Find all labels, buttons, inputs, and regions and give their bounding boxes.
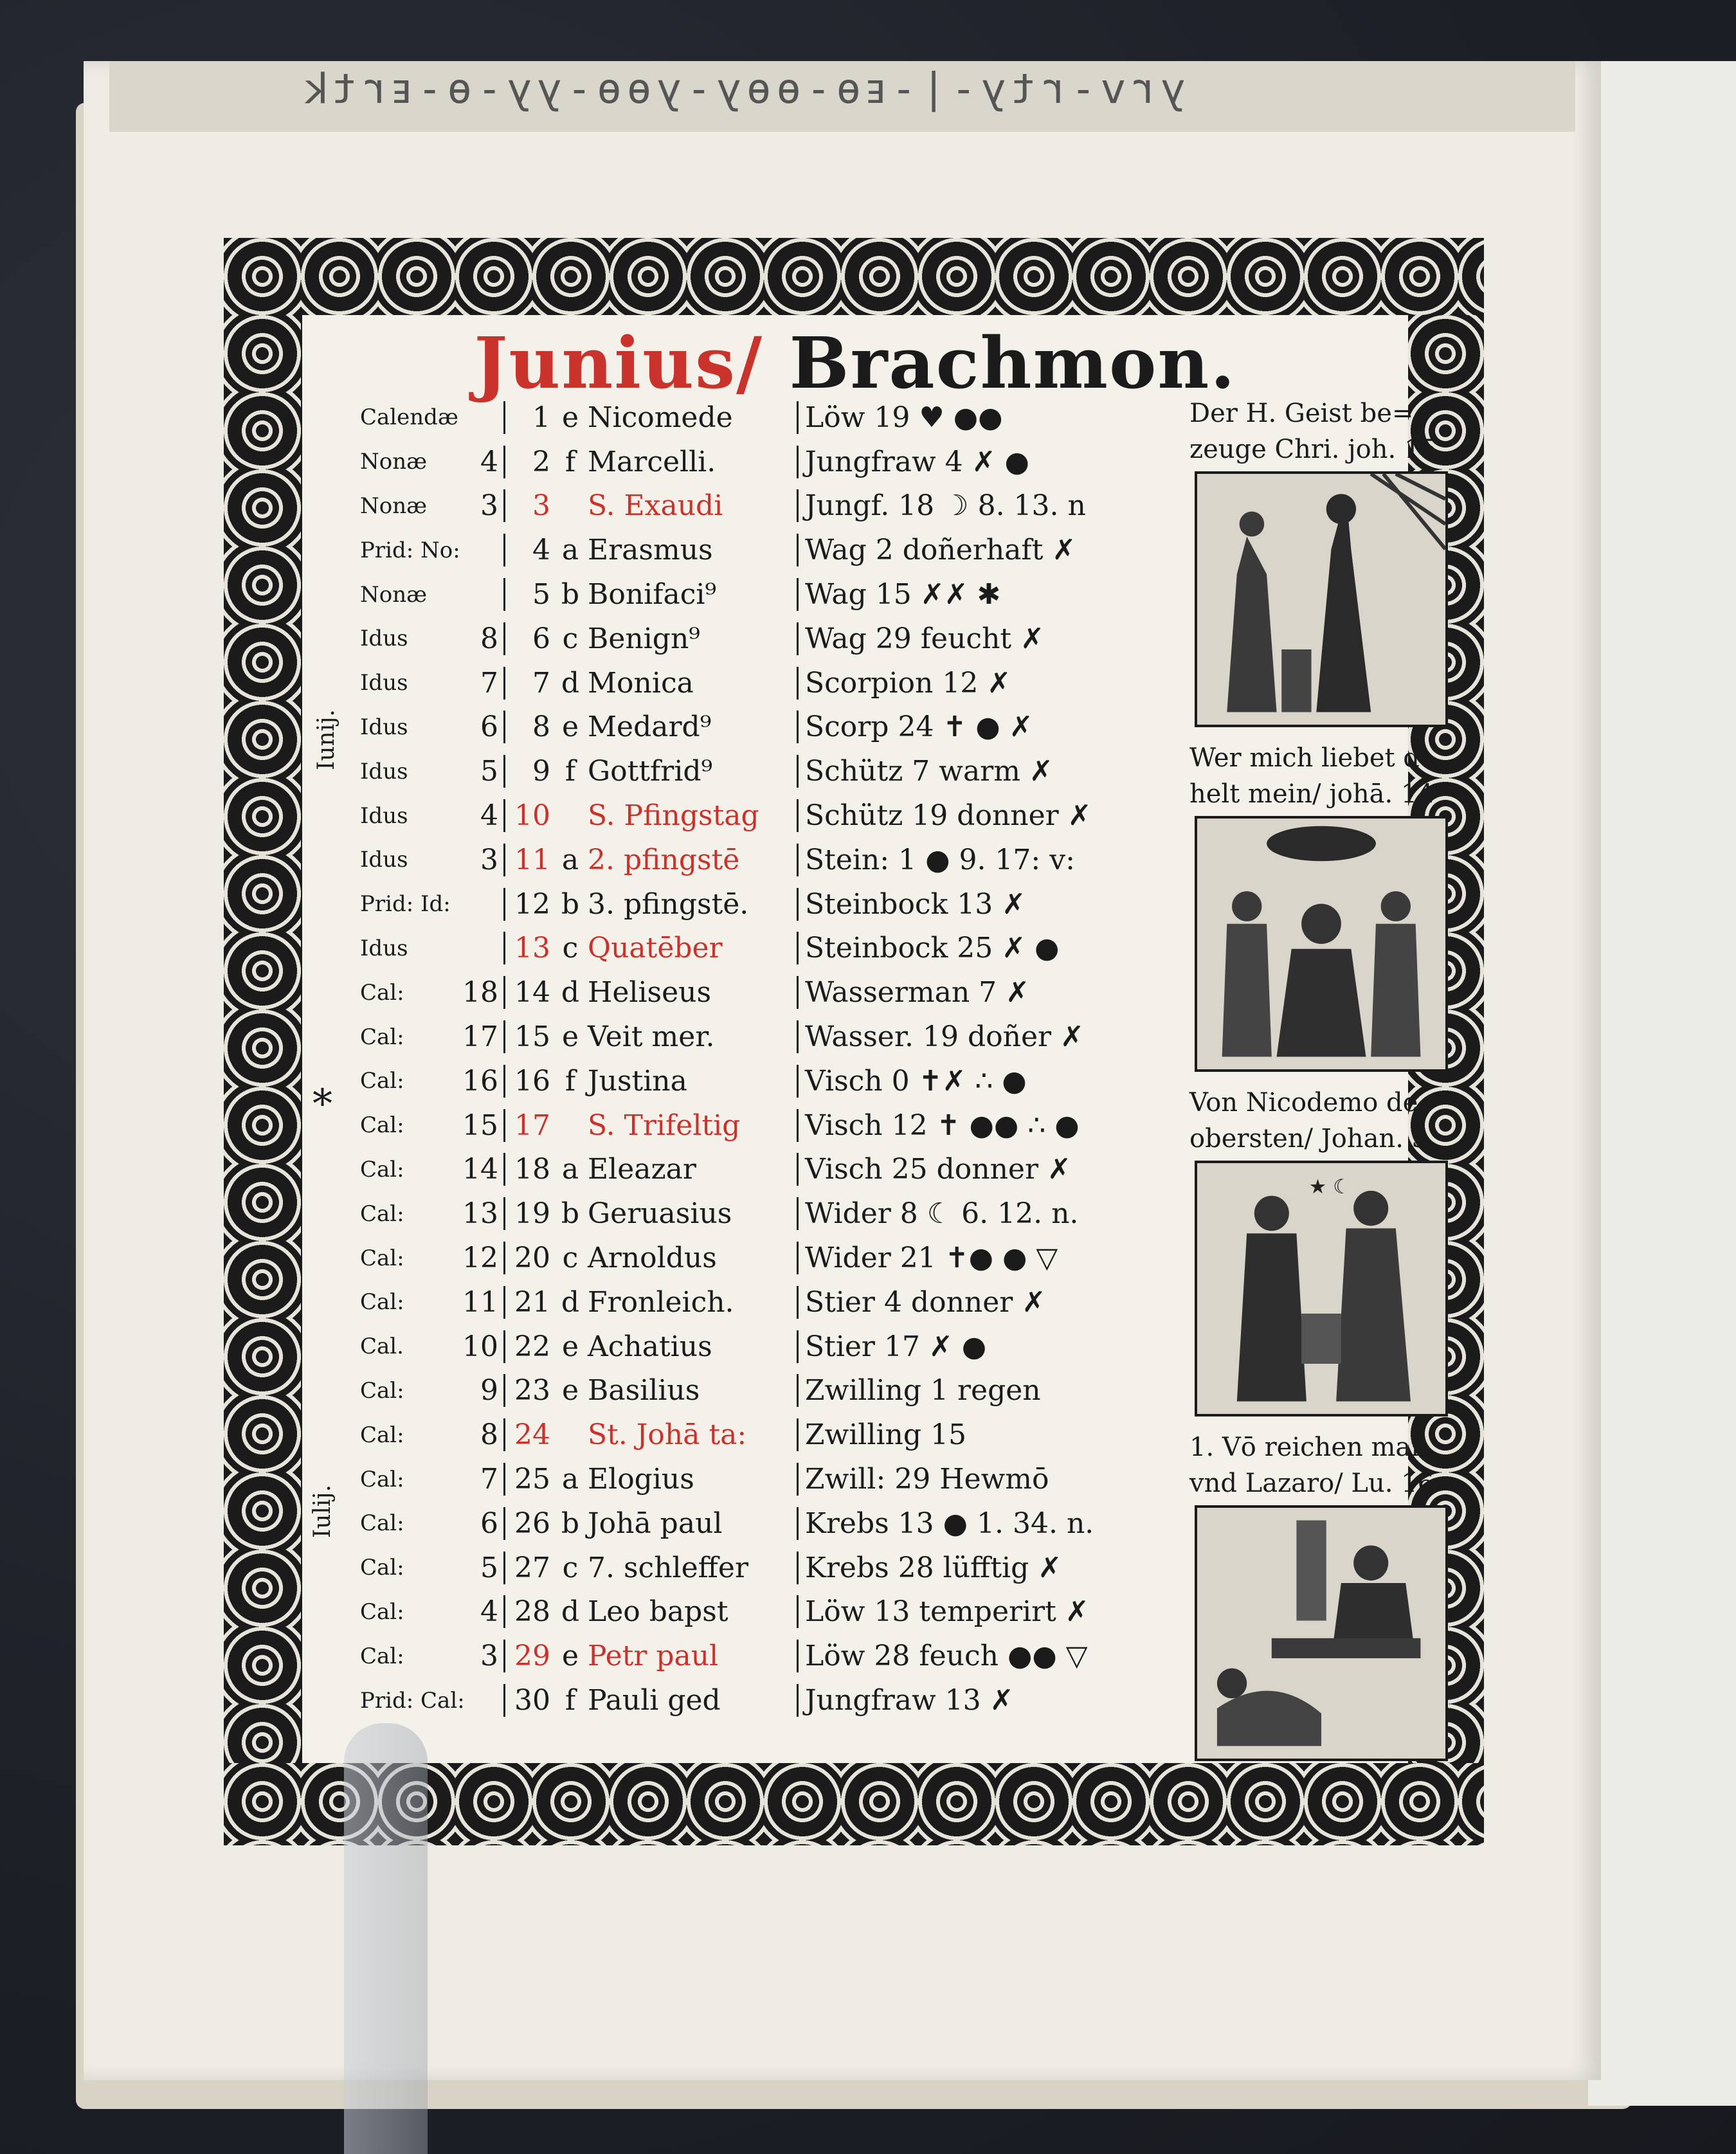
saint-name: Quatēber [588,932,723,965]
svg-text:★ ☾: ★ ☾ [1308,1175,1351,1199]
day-number: 8 [503,710,557,743]
roman-date: Prid: No: [360,537,460,563]
roman-date: Cal: [360,1024,404,1050]
roman-date: Cal: [360,1200,404,1227]
saint-name: St. Johā ta: [588,1418,747,1452]
dominical-letter: e [561,1020,579,1054]
dominical-letter: c [562,622,579,655]
facing-page [1588,61,1736,2106]
roman-number: 3 [480,489,498,523]
zodiac-entry: Wag 15 ✗✗ ✱ [797,578,1139,611]
ornamental-border [224,238,1484,1845]
roman-number: 8 [480,622,498,655]
day-number: 10 [503,799,557,832]
zodiac-entry: Stier 4 donner ✗ [797,1286,1139,1319]
zodiac-entry: Steinbock 25 ✗ ● [797,932,1139,964]
roman-number: 12 [462,1242,498,1275]
dominical-letter: a [561,843,579,876]
day-number: 11 [503,844,557,876]
saint-name: S. Exaudi [588,489,723,523]
saint-name: Marcelli. [588,445,716,478]
dominical-letter: f [565,445,576,478]
day-number: 5 [503,578,557,611]
star-mark: * [312,1080,332,1127]
calendar-row [360,484,1177,529]
day-number: 9 [503,755,557,788]
dominical-letter: e [561,1330,579,1363]
roman-date: Idus [360,670,408,696]
roman-number: 5 [480,1551,498,1584]
day-number: 22 [503,1330,557,1363]
saint-name: Arnoldus [588,1242,717,1275]
calendar-row [360,927,1177,971]
calendar-table [360,395,1177,1723]
woodcut-caption [1189,740,1453,812]
calendar-row [360,970,1177,1015]
zodiac-entry: Wag 2 doñerhaft ✗ [797,534,1139,566]
roman-date: Cal: [360,1245,404,1271]
saint-name: Basilius [588,1374,700,1407]
dominical-letter: d [561,1285,580,1319]
dominical-letter: d [561,666,580,700]
saint-name: 2. pfingstē [588,843,740,876]
dominical-letter: d [561,976,580,1009]
roman-number: 8 [480,1418,498,1452]
zodiac-entry: Wag 29 feucht ✗ [797,622,1139,655]
calendar-row [360,1015,1177,1059]
dominical-letter: c [562,932,579,965]
calendar-row [360,395,1177,440]
day-number: 14 [503,976,557,1009]
dominical-letter: a [561,534,579,567]
roman-number: 10 [462,1330,498,1363]
calendar-row [360,1236,1177,1280]
saint-name: Leo bapst [588,1595,728,1629]
roman-date: Nonæ [360,493,428,519]
bleed-through-text: ʞʇɹⱻ-ɵ-ʎʎ-ɵɵʎ-ʎɵɵ-ɵⱻ-|-ʎʇɹ-ʌɹʎ [302,70,1191,118]
calendar-page-body [302,315,1437,1763]
day-number: 4 [503,534,557,566]
calendar-row [360,1191,1177,1236]
calendar-row [360,838,1177,882]
caption-line: Der H. Geist be= [1189,399,1414,428]
zodiac-entry: Jungfraw 4 ✗ ● [797,446,1139,478]
calendar-row [360,1103,1177,1148]
roman-date: Idus [360,714,408,740]
saint-name: Pauli ged [588,1684,721,1717]
roman-number: 17 [462,1020,498,1054]
dominical-letter: e [561,710,579,744]
saint-name: Fronleich. [588,1285,734,1319]
day-number: 7 [503,667,557,700]
dominical-letter: b [561,1507,580,1540]
saint-name: Geruasius [588,1197,732,1231]
day-number: 3 [503,489,557,522]
dominical-letter: c [562,1242,579,1275]
day-number: 30 [503,1684,557,1717]
roman-number: 5 [480,755,498,788]
calendar-row [360,749,1177,793]
calendar-row [360,617,1177,661]
saint-name: Petr paul [588,1640,719,1673]
day-number: 24 [503,1418,557,1451]
zodiac-entry: Scorp 24 ✝ ● ✗ [797,710,1139,743]
saint-name: Veit mer. [588,1020,715,1054]
roman-date: Idus [360,935,408,961]
saint-name: Justina [588,1064,687,1098]
calendar-row [360,1634,1177,1678]
saint-name: 3. pfingstē. [588,887,749,921]
calendar-row [360,1501,1177,1546]
day-number: 13 [503,932,557,964]
caption-line: zeuge Chri. joh. 15 [1189,435,1437,464]
nicodemus-woodcut [1195,1161,1448,1416]
zodiac-entry: Visch 0 ✝✗ ∴ ● [797,1065,1139,1098]
roman-date: Idus [360,802,408,829]
saint-name: S. Trifeltig [588,1109,741,1142]
roman-date: Cal: [360,1555,404,1581]
saint-name: Johā paul [588,1507,723,1540]
roman-date: Cal: [360,979,404,1006]
preaching-woodcut [1195,471,1448,727]
roman-number: 15 [462,1109,498,1142]
page-clip [344,1723,428,2154]
roman-date: Cal: [360,1598,404,1625]
day-number: 2 [503,446,557,478]
month-german: Brachmon. [789,321,1236,404]
roman-number: 4 [480,799,498,833]
calendar-row [360,705,1177,750]
day-number: 15 [503,1020,557,1053]
dominical-letter: b [561,578,580,611]
calendar-row [360,1369,1177,1413]
roman-number: 18 [462,976,498,1009]
caption-line: Von Nicodemo de [1189,1088,1418,1118]
day-number: 29 [503,1640,557,1672]
day-number: 6 [503,622,557,655]
day-number: 18 [503,1153,557,1186]
roman-date: Cal. [360,1334,404,1360]
day-number: 23 [503,1374,557,1407]
zodiac-entry: Wider 8 ☾ 6. 12. n. [797,1197,1139,1230]
saint-name: 7. schleffer [588,1551,748,1584]
caption-line: obersten/ Johan. 3. [1189,1124,1436,1154]
day-number: 12 [503,888,557,921]
zodiac-entry: Krebs 13 ● 1. 34. n. [797,1507,1139,1540]
roman-number: 3 [480,843,498,876]
dominical-letter: f [565,755,576,788]
zodiac-entry: Zwilling 15 [797,1418,1139,1451]
roman-number: 4 [480,1595,498,1629]
caption-line: vnd Lazaro/ Lu. 16 [1189,1469,1434,1498]
month-latin: Junius/ [474,321,764,404]
pentecost-woodcut [1195,816,1448,1072]
zodiac-entry: Visch 12 ✝ ●● ∴ ● [797,1109,1139,1142]
dominical-letter: f [565,1064,576,1098]
roman-date: Cal: [360,1156,404,1182]
day-number: 20 [503,1242,557,1274]
calendar-row [360,1325,1177,1369]
dominical-letter: d [561,1595,580,1629]
roman-number: 6 [480,710,498,744]
roman-date: Cal: [360,1289,404,1316]
calendar-row [360,793,1177,838]
roman-date: Idus [360,758,408,784]
zodiac-entry: Jungfraw 13 ✗ [797,1684,1139,1717]
saint-name: Bonifaci⁹ [588,578,717,611]
day-number: 1 [503,401,557,434]
border-band-left [224,315,301,1763]
calendar-row [360,1457,1177,1501]
roman-number: 7 [480,1463,498,1496]
saint-name: Elogius [588,1463,694,1496]
day-number: 16 [503,1065,557,1098]
day-number: 26 [503,1507,557,1540]
dominical-letter: f [565,1684,576,1717]
roman-date: Cal: [360,1112,404,1139]
saint-name: Gottfrid⁹ [588,755,713,788]
caption-line: helt mein/ johā. 14 [1189,779,1434,809]
roman-date: Cal: [360,1422,404,1448]
day-number: 21 [503,1286,557,1319]
zodiac-entry: Krebs 28 lüfftig ✗ [797,1552,1139,1584]
woodcut-caption [1189,1429,1453,1501]
roman-number: 6 [480,1507,498,1540]
roman-date: Prid: Id: [360,891,451,918]
saint-name: Monica [588,666,694,700]
zodiac-entry: Wasser. 19 doñer ✗ [797,1020,1139,1053]
dominical-letter: a [561,1463,579,1496]
calendar-row [360,1148,1177,1192]
day-number: 25 [503,1463,557,1496]
roman-date: Calendæ [360,404,458,431]
zodiac-entry: Stier 17 ✗ ● [797,1330,1139,1363]
dominical-letter: b [561,1197,580,1231]
zodiac-entry: Löw 13 temperirt ✗ [797,1595,1139,1628]
roman-number: 4 [480,445,498,478]
woodcut-caption [1189,395,1453,467]
dominical-letter: e [561,401,579,434]
zodiac-entry: Visch 25 donner ✗ [797,1153,1139,1186]
side-month-upper: Iunij. [312,709,339,770]
side-column [1189,395,1453,1774]
page-title [302,321,1408,404]
roman-number: 14 [462,1153,498,1186]
dominical-letter: a [561,1153,579,1186]
calendar-row [360,661,1177,705]
roman-number: 9 [480,1374,498,1407]
roman-number: 3 [480,1640,498,1673]
dominical-letter: e [561,1374,579,1407]
saint-name: Eleazar [588,1153,696,1186]
zodiac-entry: Zwill: 29 Hewmō [797,1463,1139,1496]
zodiac-entry: Wider 21 ✝● ● ▽ [797,1242,1139,1274]
calendar-row [360,1546,1177,1590]
calendar-row [360,1678,1177,1723]
day-number: 27 [503,1552,557,1584]
calendar-row [360,572,1177,617]
zodiac-entry: Zwilling 1 regen [797,1374,1139,1407]
zodiac-entry: Steinbock 13 ✗ [797,888,1139,921]
saint-name: Achatius [588,1330,712,1363]
saint-name: Medard⁹ [588,710,712,744]
roman-date: Cal: [360,1068,404,1094]
border-band-top [224,238,1484,315]
calendar-row [360,440,1177,484]
roman-number: 11 [462,1285,498,1319]
caption-line: 1. Vō reichen man [1189,1433,1427,1462]
bleed-through-strip [109,61,1575,132]
zodiac-entry: Scorpion 12 ✗ [797,667,1139,700]
saint-name: Heliseus [588,976,712,1009]
day-number: 19 [503,1197,557,1230]
dominical-letter: e [561,1640,579,1673]
saint-name: S. Pfingstag [588,799,759,833]
saint-name: Nicomede [588,401,733,434]
roman-date: Cal: [360,1643,404,1669]
zodiac-entry: Löw 28 feuch ●● ▽ [797,1640,1139,1672]
roman-date: Prid: Cal: [360,1687,465,1714]
zodiac-entry: Jungf. 18 ☽ 8. 13. n [797,489,1139,522]
roman-date: Cal: [360,1510,404,1537]
day-number: 17 [503,1109,557,1142]
zodiac-entry: Stein: 1 ● 9. 17: v: [797,844,1139,876]
calendar-row [360,1059,1177,1103]
roman-date: Cal: [360,1377,404,1404]
roman-number: 7 [480,666,498,700]
calendar-row [360,1590,1177,1634]
roman-date: Idus [360,847,408,873]
day-number: 28 [503,1595,557,1628]
zodiac-entry: Wasserman 7 ✗ [797,976,1139,1009]
roman-date: Idus [360,626,408,652]
calendar-row [360,1413,1177,1457]
saint-name: Benign⁹ [588,622,700,655]
roman-number: 13 [462,1197,498,1231]
calendar-row [360,882,1177,927]
side-month-lower: Iulij. [309,1484,336,1539]
dominical-letter: c [562,1551,579,1584]
roman-date: Cal: [360,1466,404,1492]
roman-date: Nonæ [360,449,428,475]
dominical-letter: b [561,887,580,921]
zodiac-entry: Schütz 7 warm ✗ [797,755,1139,788]
saint-name: Erasmus [588,534,713,567]
calendar-row [360,528,1177,572]
calendar-row [360,1280,1177,1325]
roman-date: Nonæ [360,581,428,608]
woodcut-caption [1189,1085,1453,1157]
caption-line: Wer mich liebet d [1189,743,1420,773]
zodiac-entry: Löw 19 ♥ ●● [797,401,1139,434]
roman-number: 16 [462,1064,498,1098]
lazarus-woodcut [1195,1505,1448,1761]
zodiac-entry: Schütz 19 donner ✗ [797,799,1139,832]
